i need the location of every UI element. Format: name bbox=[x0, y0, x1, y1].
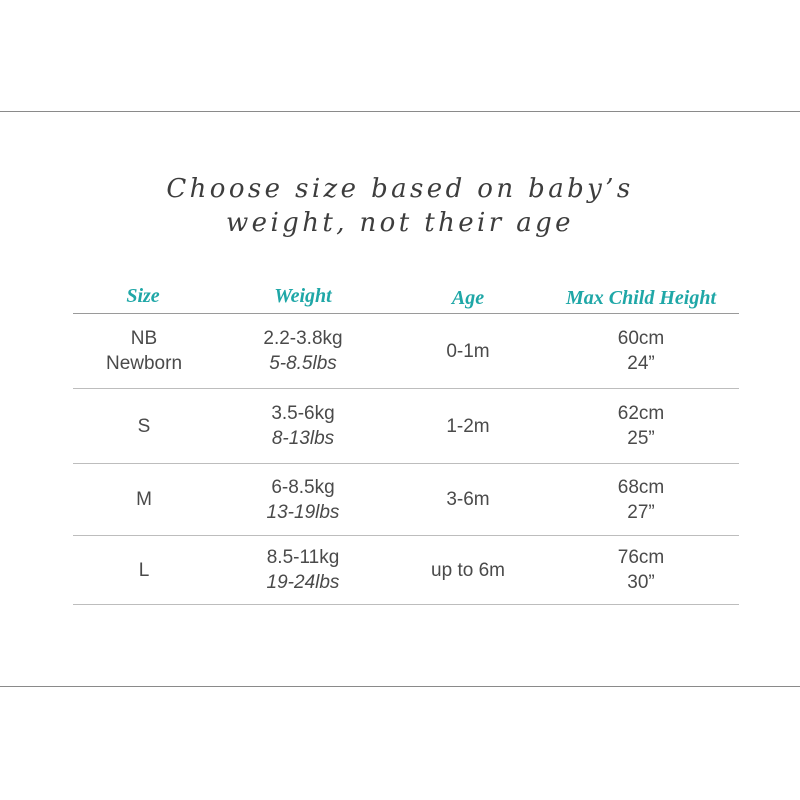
size-cell bbox=[73, 314, 215, 388]
weight-kg: 2.2-3.8kg bbox=[263, 328, 343, 349]
size-code: S bbox=[137, 415, 151, 437]
top-divider bbox=[0, 111, 800, 112]
table-row-s bbox=[73, 389, 739, 464]
weight-cell bbox=[225, 389, 381, 463]
height-cell bbox=[543, 464, 739, 535]
age-value: 0-1m bbox=[446, 340, 490, 362]
height-cell bbox=[543, 314, 739, 388]
weight-cell bbox=[225, 314, 381, 388]
height-cm: 62cm bbox=[617, 403, 665, 424]
header-age: Age bbox=[451, 287, 485, 309]
header-weight: Weight bbox=[274, 285, 332, 307]
age-cell bbox=[408, 314, 528, 388]
size-cell bbox=[73, 389, 215, 463]
age-value: 3-6m bbox=[446, 489, 490, 510]
size-cell bbox=[73, 536, 215, 604]
age-cell bbox=[408, 464, 528, 535]
height-cell bbox=[543, 389, 739, 463]
weight-lbs: 13-19lbs bbox=[266, 501, 340, 523]
table-row-m bbox=[73, 464, 739, 536]
size-chart-table bbox=[73, 282, 739, 605]
age-cell bbox=[408, 389, 528, 463]
height-in: 27” bbox=[627, 501, 655, 523]
height-cm: 60cm bbox=[617, 328, 665, 349]
height-cm: 76cm bbox=[617, 547, 665, 568]
size-code: M bbox=[136, 489, 152, 510]
age-cell bbox=[408, 536, 528, 604]
header-max-child-height: Max Child Height bbox=[565, 287, 717, 309]
weight-kg: 8.5-11kg bbox=[266, 547, 340, 568]
weight-lbs: 8-13lbs bbox=[271, 428, 335, 449]
table-row-nb bbox=[73, 314, 739, 389]
page-heading bbox=[0, 172, 800, 240]
weight-kg: 3.5-6kg bbox=[271, 403, 335, 424]
age-value: 1-2m bbox=[446, 415, 490, 437]
size-code: L bbox=[138, 559, 150, 581]
size-code: NB bbox=[130, 328, 158, 349]
size-cell bbox=[73, 464, 215, 535]
table-header-row bbox=[73, 282, 739, 314]
height-cell bbox=[543, 536, 739, 604]
weight-lbs: 5-8.5lbs bbox=[269, 353, 337, 374]
height-in: 24” bbox=[627, 353, 655, 374]
bottom-divider bbox=[0, 686, 800, 687]
height-in: 25” bbox=[627, 428, 655, 449]
weight-cell bbox=[225, 536, 381, 604]
heading-line-2: weight, not their age bbox=[226, 208, 574, 238]
weight-lbs: 19-24lbs bbox=[266, 572, 340, 593]
header-size: Size bbox=[126, 285, 160, 307]
size-name: Newborn bbox=[105, 353, 183, 374]
age-value: up to 6m bbox=[431, 559, 505, 581]
height-cm: 68cm bbox=[617, 476, 665, 498]
table-row-l bbox=[73, 536, 739, 605]
height-in: 30” bbox=[627, 572, 655, 593]
weight-cell bbox=[225, 464, 381, 535]
heading-line-1: Choose size based on baby’s bbox=[166, 174, 634, 204]
weight-kg: 6-8.5kg bbox=[271, 476, 335, 498]
